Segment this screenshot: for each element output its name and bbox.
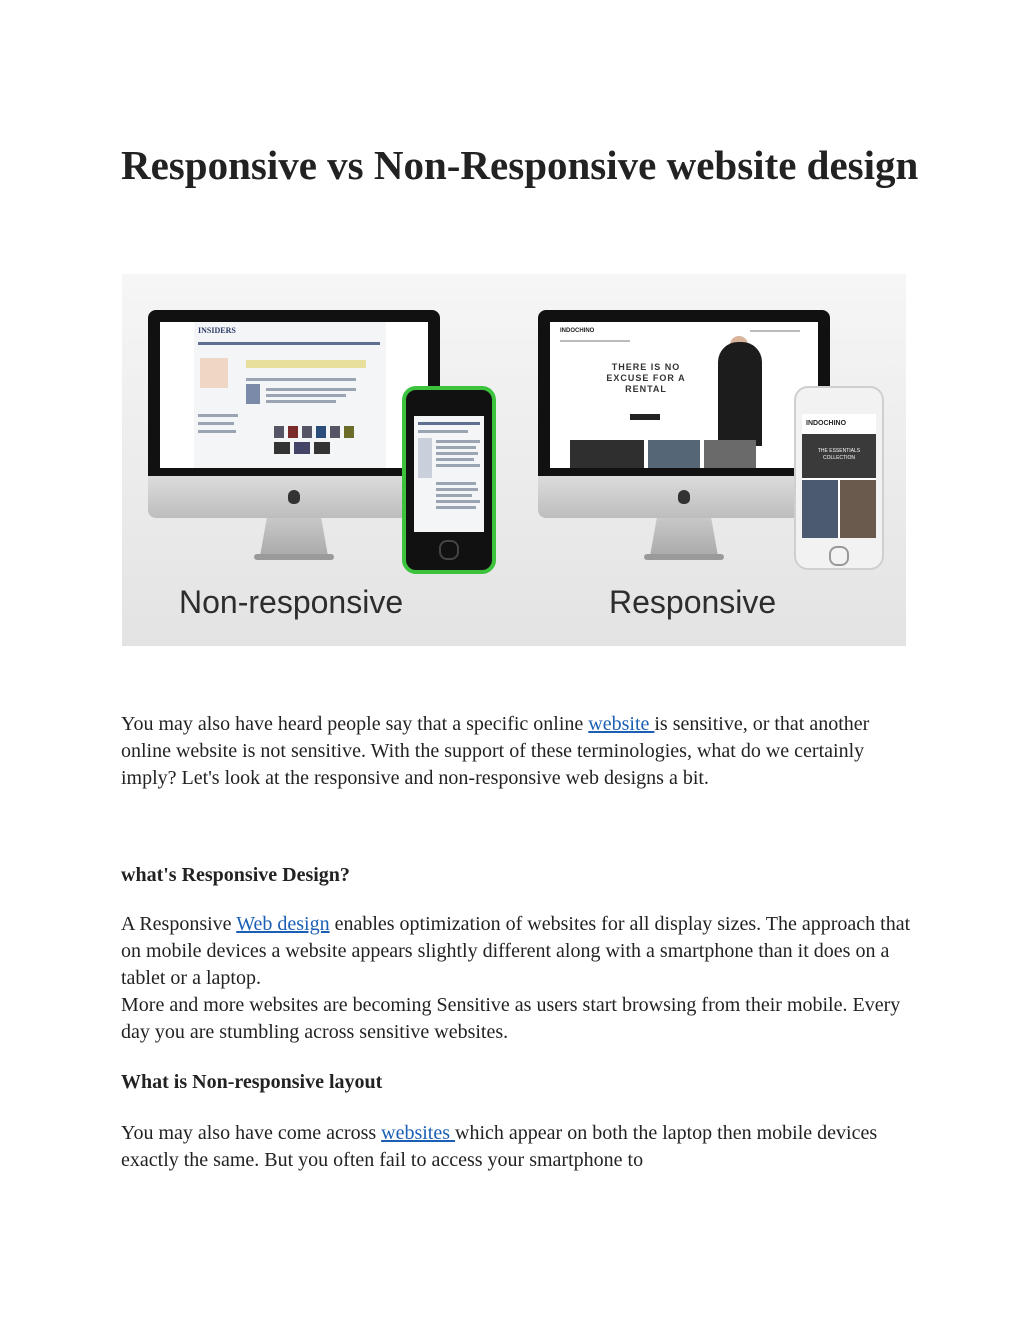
intro-text: You may also have heard people say that a specific online: [121, 713, 589, 735]
responsive-label: Responsive: [609, 584, 777, 620]
apple-logo-icon: [288, 490, 300, 504]
non-responsive-text-rest: which appear on both the laptop then mobile devices exactly the same. But you often fail to access your smartphone to: [121, 1122, 878, 1171]
responsive-paragraph: [121, 911, 911, 992]
phone-banner: THE ESSENTIALS COLLECTION: [817, 448, 861, 461]
responsive-screen: [550, 322, 818, 468]
right-imac: [538, 310, 830, 562]
white-phone: [794, 386, 884, 570]
responsive-text: A Responsive: [121, 913, 237, 935]
hero-image: [122, 274, 906, 646]
responsive-text-rest: enables optimization of websites for all display sizes. The approach that on mobile devices a website appears slightly different along with a smartphone than it does on a tablet or a laptop.: [121, 913, 911, 989]
non-responsive-heading: What is Non-responsive layout: [121, 1071, 383, 1093]
non-responsive-label: Non-responsive: [179, 584, 404, 620]
website-link[interactable]: website: [588, 713, 655, 735]
responsive-design-heading: what's Responsive Design?: [121, 864, 350, 886]
websites-link[interactable]: websites: [381, 1122, 456, 1144]
non-responsive-text: You may also have come across: [121, 1122, 382, 1144]
insiders-logo: INSIDERS: [198, 326, 236, 335]
page-title: Responsive vs Non-Responsive website design: [121, 142, 919, 188]
web-design-link[interactable]: Web design: [236, 913, 330, 935]
responsive-paragraph-2: More and more websites are becoming Sensitive as users start browsing from their mobile. Every day you are stumbling across sensitive websites.: [121, 994, 901, 1043]
apple-logo-icon: [678, 490, 690, 504]
indochino-brand: INDOCHINO: [560, 328, 595, 334]
left-imac: [148, 310, 440, 562]
hero-slogan: THERE IS NO EXCUSE FOR A RENTAL: [606, 362, 686, 394]
non-responsive-paragraph: [121, 1120, 911, 1174]
intro-text-rest: is sensitive, or that another online website is not sensitive. With the support of these terminologies, what do we certainly imply? Let's look at the responsive and non-responsive web designs a bit.: [121, 713, 870, 789]
intro-paragraph: [121, 711, 911, 792]
green-phone: [402, 386, 496, 574]
phone-brand: INDOCHINO: [806, 420, 847, 427]
non-responsive-screen: [160, 322, 428, 468]
